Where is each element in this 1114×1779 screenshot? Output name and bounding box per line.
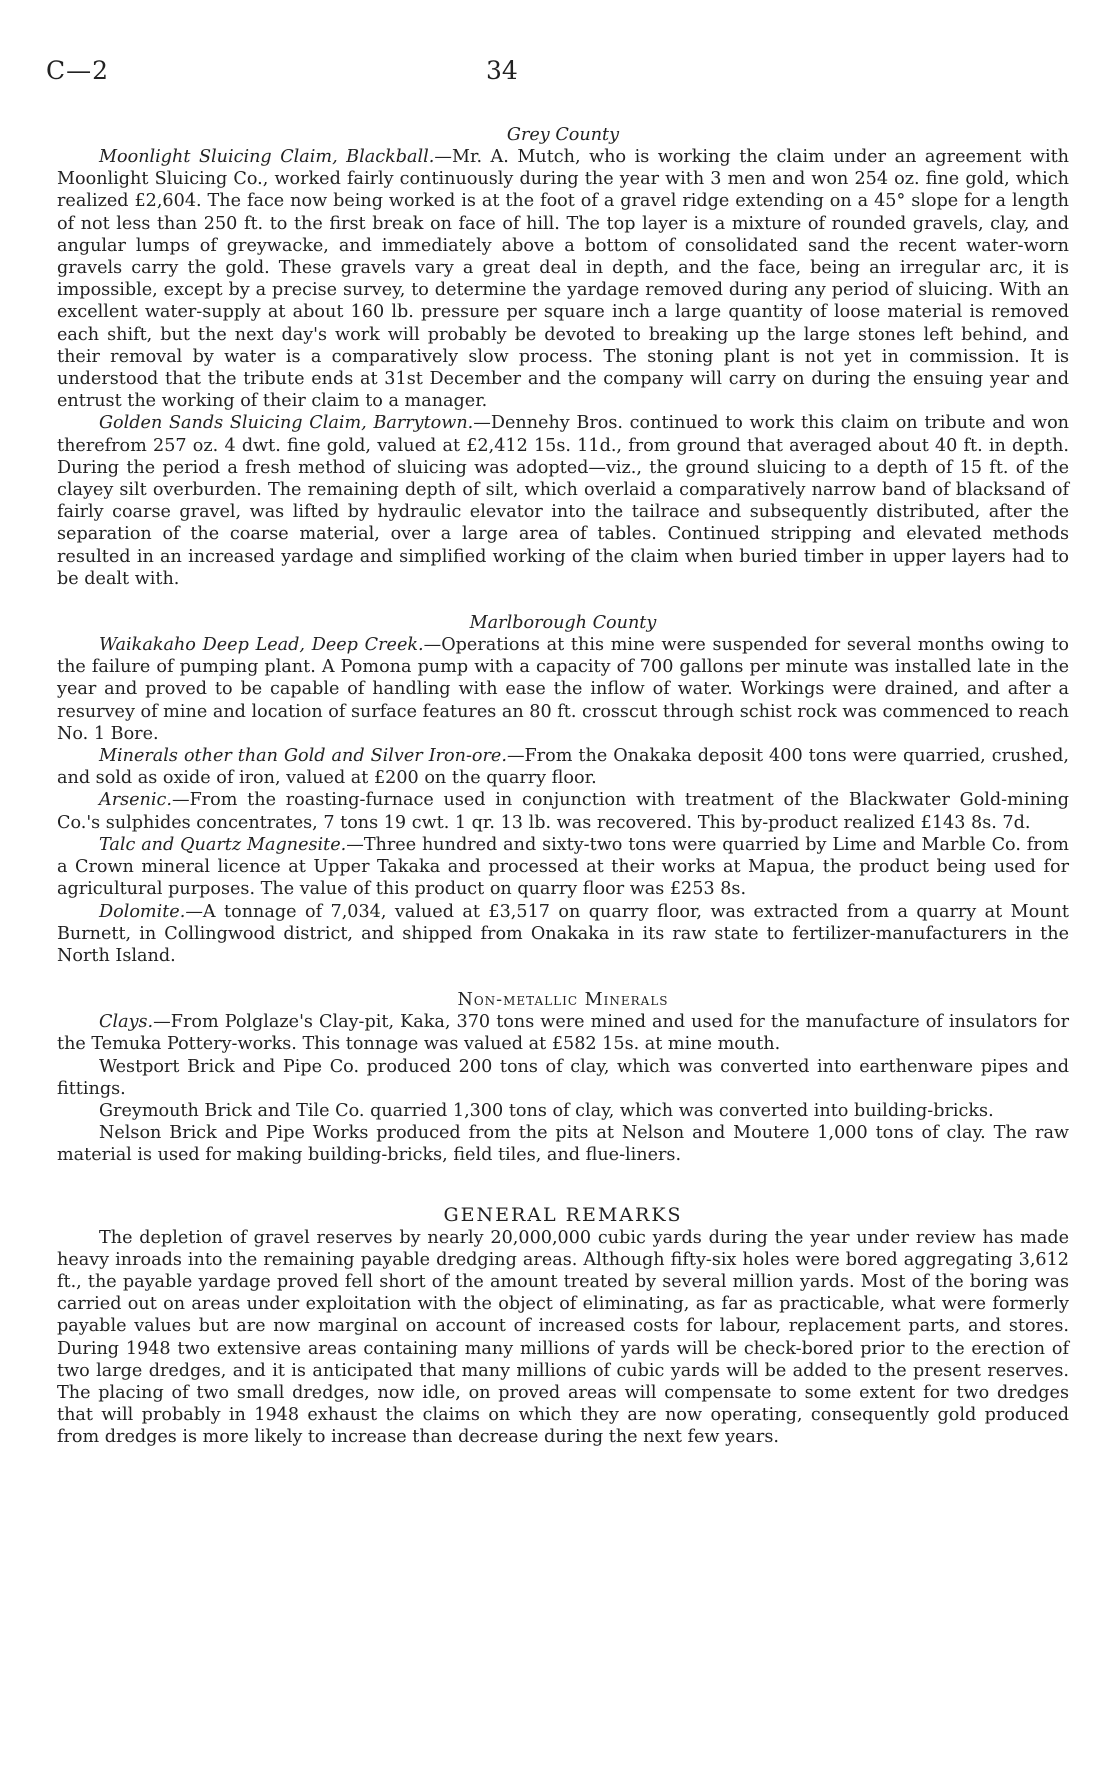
text-golden-sands: —Dennehy Bros. continued to work this claim on tribute and won therefrom 257 oz. 4 dwt. fine gold, valued at £2,412 15s. 11d., from ground that averaged about 40 ft. in depth. During the period a fresh method of sluicing was adopted—viz., the ground sluicing to a depth of 15 ft. of the clayey silt overburden. The remaining depth of silt, which overlaid a comparatively narrow band of blacksand of fairly coarse gravel, was lifted by hydraulic elevator into the tailrace and subsequently distributed, after the separation of the coarse material, over a large area of tables. Continued stripping and elevated methods resulted in an increased yardage and simplified working of the claim when buried timber in upper layers had to be dealt with.: [57, 413, 1069, 589]
paragraph-talc: [57, 834, 1069, 901]
text-moonlight: —Mr. A. Mutch, who is working the claim under an agreement with Moonlight Sluicing Co., worked fairly continuously during the year with 3 men and won 254 oz. fine gold, which realized £2,604. The face now being worked is at the foot of a gravel ridge extending on a 45° slope for a length of not less than 250 ft. to the first break on face of hill. The top layer is a mixture of rounded gravels, clay, and angular lumps of greywacke, and immediately above a bottom of consolidated sand the recent water-worn gravels carry the gold. These gravels vary a great deal in depth, and the face, being an irregular arc, it is impossible, except by a precise survey, to determine the yardage removed during any period of sluicing. With an excellent water-supply at about 160 lb. pressure per square inch a large quantity of loose material is removed each shift, but the next day's work will probably be devoted to breaking up the large stones left behind, and their removal by water is a comparatively slow process. The stoning plant is not yet in commission. It is understood that the tribute ends at 31st December and the company will carry on during the ensuing year and entrust the working of their claim to a manager.: [57, 147, 1070, 412]
heading-marlborough-county: Marlborough County: [469, 613, 657, 634]
title-golden-sands: Golden Sands Sluicing Claim, Barrytown.: [99, 413, 474, 434]
paragraph-westport: Westport Brick and Pipe Co. produced 200 tons of clay, which was converted into earthenware pipes and fittings.: [57, 1056, 1069, 1099]
heading-non-metallic-minerals: Non-metallic Minerals: [457, 990, 669, 1011]
series-label: C—2: [46, 56, 110, 85]
paragraph-nelson: Nelson Brick and Pipe Works produced from the pits at Nelson and Moutere 1,000 tons of clay. The raw material is used for making building-bricks, field tiles, and flue-liners.: [57, 1123, 1069, 1166]
paragraph-golden-sands: [57, 412, 1069, 590]
paragraph-greymouth: Greymouth Brick and Tile Co. quarried 1,300 tons of clay, which was converted into building-bricks.: [99, 1100, 994, 1121]
title-clays: Clays.: [99, 1012, 154, 1033]
heading-grey-county: Grey County: [506, 125, 620, 145]
text-column: [57, 124, 1069, 1449]
paragraph-general-remarks: The depletion of gravel reserves by nearly 20,000,000 cubic yards during the year under review has made heavy inroads into the remaining payable dredging areas. Although fifty-six holes were bored aggregating 3,612 ft., the payable yardage proved fell short of the amount treated by several million yards. Most of the boring was carried out on areas under exploitation with the object of eliminating, as far as practicable, what were formerly payable values but are now marginal on account of increased costs for labour, replacement parts, and stores. During 1948 two extensive areas containing many millions of yards will be check-bored prior to the erection of two large dredges, and it is anticipated that many millions of cubic yards will be added to the present reserves. The placing of two small dredges, now idle, on proved areas will compensate to some extent for two dredges that will probably in 1948 exhaust the claims on which they are now operating, consequently gold produced from dredges is more likely to increase than decrease during the next few years.: [57, 1227, 1069, 1448]
paragraph-moonlight: [57, 146, 1069, 412]
paragraph-dolomite: [57, 901, 1069, 968]
paragraph-arsenic: [57, 789, 1069, 833]
paragraph-waikakaho: [57, 634, 1069, 745]
page-number: 34: [486, 56, 518, 85]
text-arsenic: —From the roasting-furnace used in conjunction with treatment of the Blackwater Gold-mining Co.'s sulphides concentrates, 7 tons 19 cwt. 1 qr. 13 lb. was recovered. This by-product realized £143 8s. 7d.: [57, 790, 1069, 833]
text-clays: —From Polglaze's Clay-pit, Kaka, 370 tons were mined and used for the manufacture of insulators for the Temuka Pottery-works. This tonnage was valued at £582 15s. at mine mouth.: [57, 1012, 1069, 1055]
heading-general-remarks: GENERAL REMARKS: [443, 1203, 683, 1226]
paragraph-iron-ore: [57, 745, 1069, 789]
title-waikakaho: Waikakaho Deep Lead, Deep Creek.: [99, 635, 424, 656]
paragraph-clays: [57, 1011, 1069, 1055]
title-iron-ore: Minerals other than Gold and Silver Iron-ore.: [99, 746, 507, 767]
title-dolomite: Dolomite.: [99, 901, 186, 922]
text-dolomite: —A tonnage of 7,034, valued at £3,517 on quarry floor, was extracted from a quarry at Mount Burnett, in Collingwood district, and shipped from Onakaka in its raw state to fertilizer-manufacturers in the North Island.: [57, 901, 1069, 966]
text-waikakaho: —Operations at this mine were suspended for several months owing to the failure of pumping plant. A Pomona pump with a capacity of 700 gallons per minute was installed late in the year and proved to be capable of handling with ease the inflow of water. Workings were drained, and after a resurvey of mine and location of surface features an 80 ft. crosscut through schist rock was commenced to reach No. 1 Bore.: [57, 635, 1069, 744]
text-talc: —Three hundred and sixty-two tons were quarried by Lime and Marble Co. from a Crown mineral licence at Upper Takaka and processed at their works at Mapua, the product being used for agricultural purposes. The value of this product on quarry floor was £253 8s.: [57, 834, 1069, 900]
text-iron-ore: —From the Onakaka deposit 400 tons were quarried, crushed, and sold as oxide of iron, valued at £200 on the quarry floor.: [57, 746, 1069, 789]
title-arsenic: Arsenic.: [99, 790, 172, 811]
title-talc: Talc and Quartz Magnesite.: [99, 834, 347, 855]
title-moonlight: Moonlight Sluicing Claim, Blackball.: [99, 147, 435, 167]
